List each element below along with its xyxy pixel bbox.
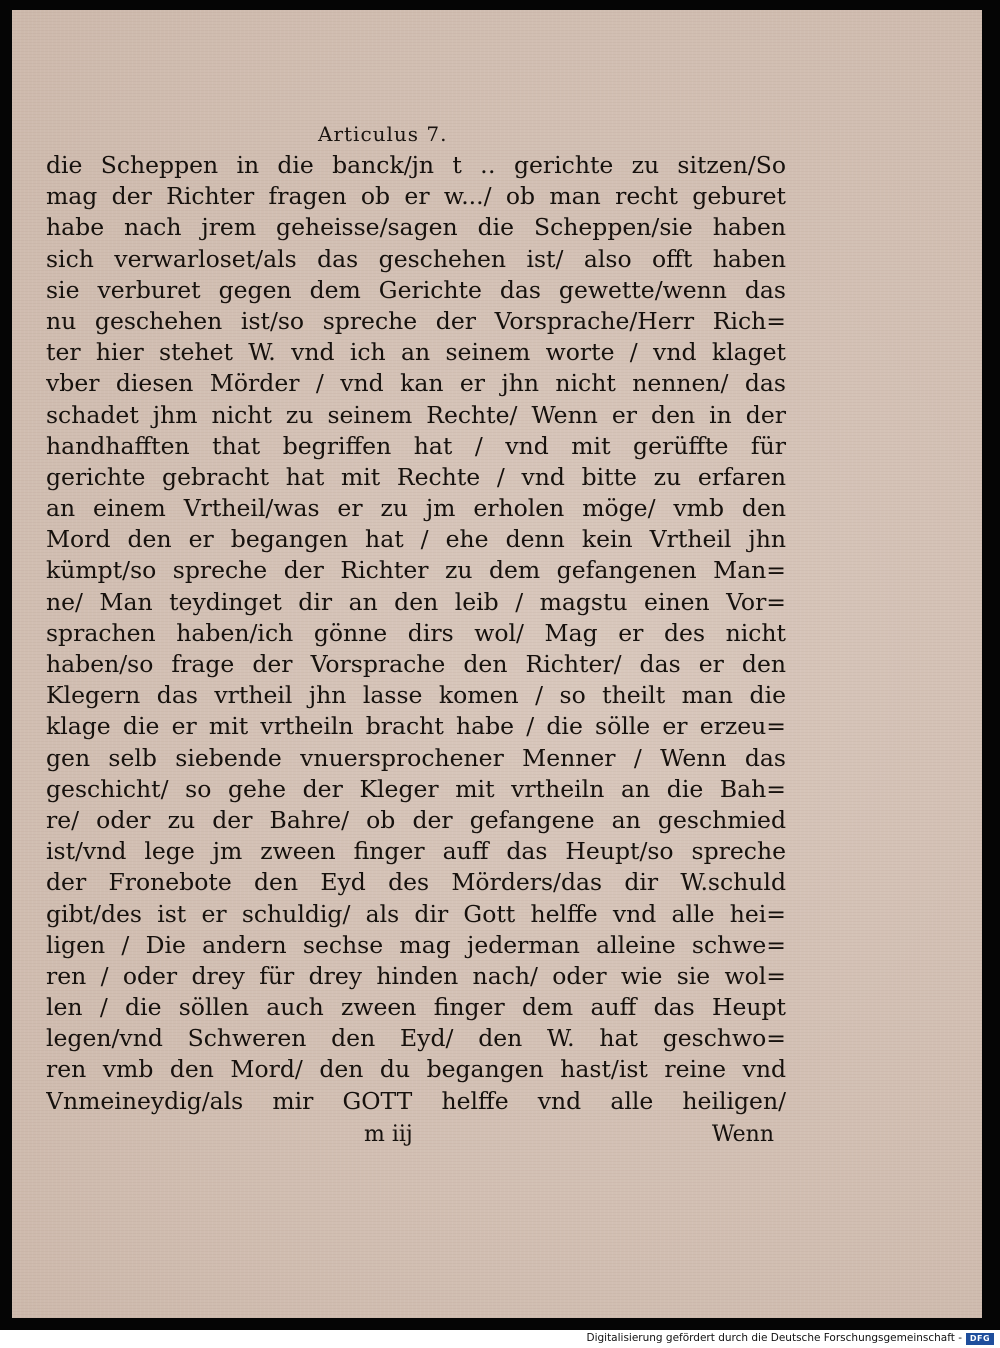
text-line: Vnmeineydig/als mir GOTT helffe vnd alle heiligen/ (46, 1086, 786, 1115)
scanned-page (12, 10, 982, 1318)
text-line: vber diesen Mörder / vnd kan er jhn nicht nennen/ das (46, 369, 786, 398)
text-line: haben/so frage der Vorsprache den Richter/ das er den (46, 650, 786, 678)
text-line: kümpt/so spreche der Richter zu dem gefangenen Man= (46, 556, 786, 585)
text-line: die Scheppen in die banck/jn t ‥ gerichte zu sitzen/So (46, 151, 786, 179)
text-line: nu geschehen ist/so spreche der Vorsprache/Herr Rich= (46, 306, 786, 335)
text-line: ist/vnd lege jm zween finger auff das Heupt/so spreche (46, 837, 786, 866)
text-line: gerichte gebracht hat mit Rechte / vnd bitte zu erfaren (46, 462, 786, 491)
signature-mark: m iij (364, 1122, 413, 1147)
dfg-logo-icon: DFG (966, 1333, 994, 1345)
text-line: ne/ Man teydinget dir an den leib / magstu einen Vor= (46, 587, 786, 616)
text-line: legen/vnd Schweren den Eyd/ den W. hat geschwo= (46, 1024, 786, 1053)
text-line: an einem Vrtheil/was er zu jm erholen möge/ vmb den (46, 494, 786, 523)
text-line: sprachen haben/ich gönne dirs wol/ Mag er des nicht (46, 618, 786, 647)
text-line: gen selb siebende vnuersprochener Menner / Wenn das (46, 743, 786, 772)
running-head: Articulus 7. (318, 122, 448, 146)
catchword: Wenn (711, 1122, 774, 1147)
text-line: ren vmb den Mord/ den du begangen hast/ist reine vnd (46, 1055, 786, 1084)
text-line: len / die söllen auch zween finger dem auff das Heupt (46, 993, 786, 1022)
funding-credit: Digitalisierung gefördert durch die Deutsche Forschungsgemeinschaft - (586, 1332, 962, 1344)
footer-bar (0, 1330, 1000, 1348)
text-line: handhafften that begriffen hat / vnd mit gerüffte für (46, 431, 786, 460)
text-line: gibt/des ist er schuldig/ als dir Gott helffe vnd alle hei= (46, 899, 786, 928)
text-line: sich verwarloset/als das geschehen ist/ also offt haben (46, 244, 786, 273)
text-line: Mord den er begangen hat / ehe denn kein Vrtheil jhn (46, 525, 786, 554)
text-line: habe nach jrem geheisse/sagen die Scheppen/sie haben (46, 213, 786, 242)
text-line: ligen / Die andern sechse mag jederman alleine schwe= (46, 930, 786, 959)
text-line: der Fronebote den Eyd des Mörders/das dir W.schuld (46, 868, 786, 897)
text-block (46, 150, 786, 1117)
text-line: schadet jhm nicht zu seinem Rechte/ Wenn er den in der (46, 400, 786, 429)
text-line: ter hier stehet W. vnd ich an seinem worte / vnd klaget (46, 338, 786, 367)
text-line: sie verburet gegen dem Gerichte das gewette/wenn das (46, 275, 786, 304)
text-line: klage die er mit vrtheiln bracht habe / die sölle er erzeu= (46, 712, 786, 741)
text-line: geschicht/ so gehe der Kleger mit vrtheiln an die Bah= (46, 774, 786, 803)
text-line: re/ oder zu der Bahre/ ob der gefangene an geschmied (46, 805, 786, 834)
text-line: ren / oder drey für drey hinden nach/ oder wie sie wol= (46, 961, 786, 990)
text-line: Klegern das vrtheil jhn lasse komen / so theilt man die (46, 681, 786, 710)
text-line: mag der Richter fragen ob er w.../ ob man recht geburet (46, 182, 786, 211)
